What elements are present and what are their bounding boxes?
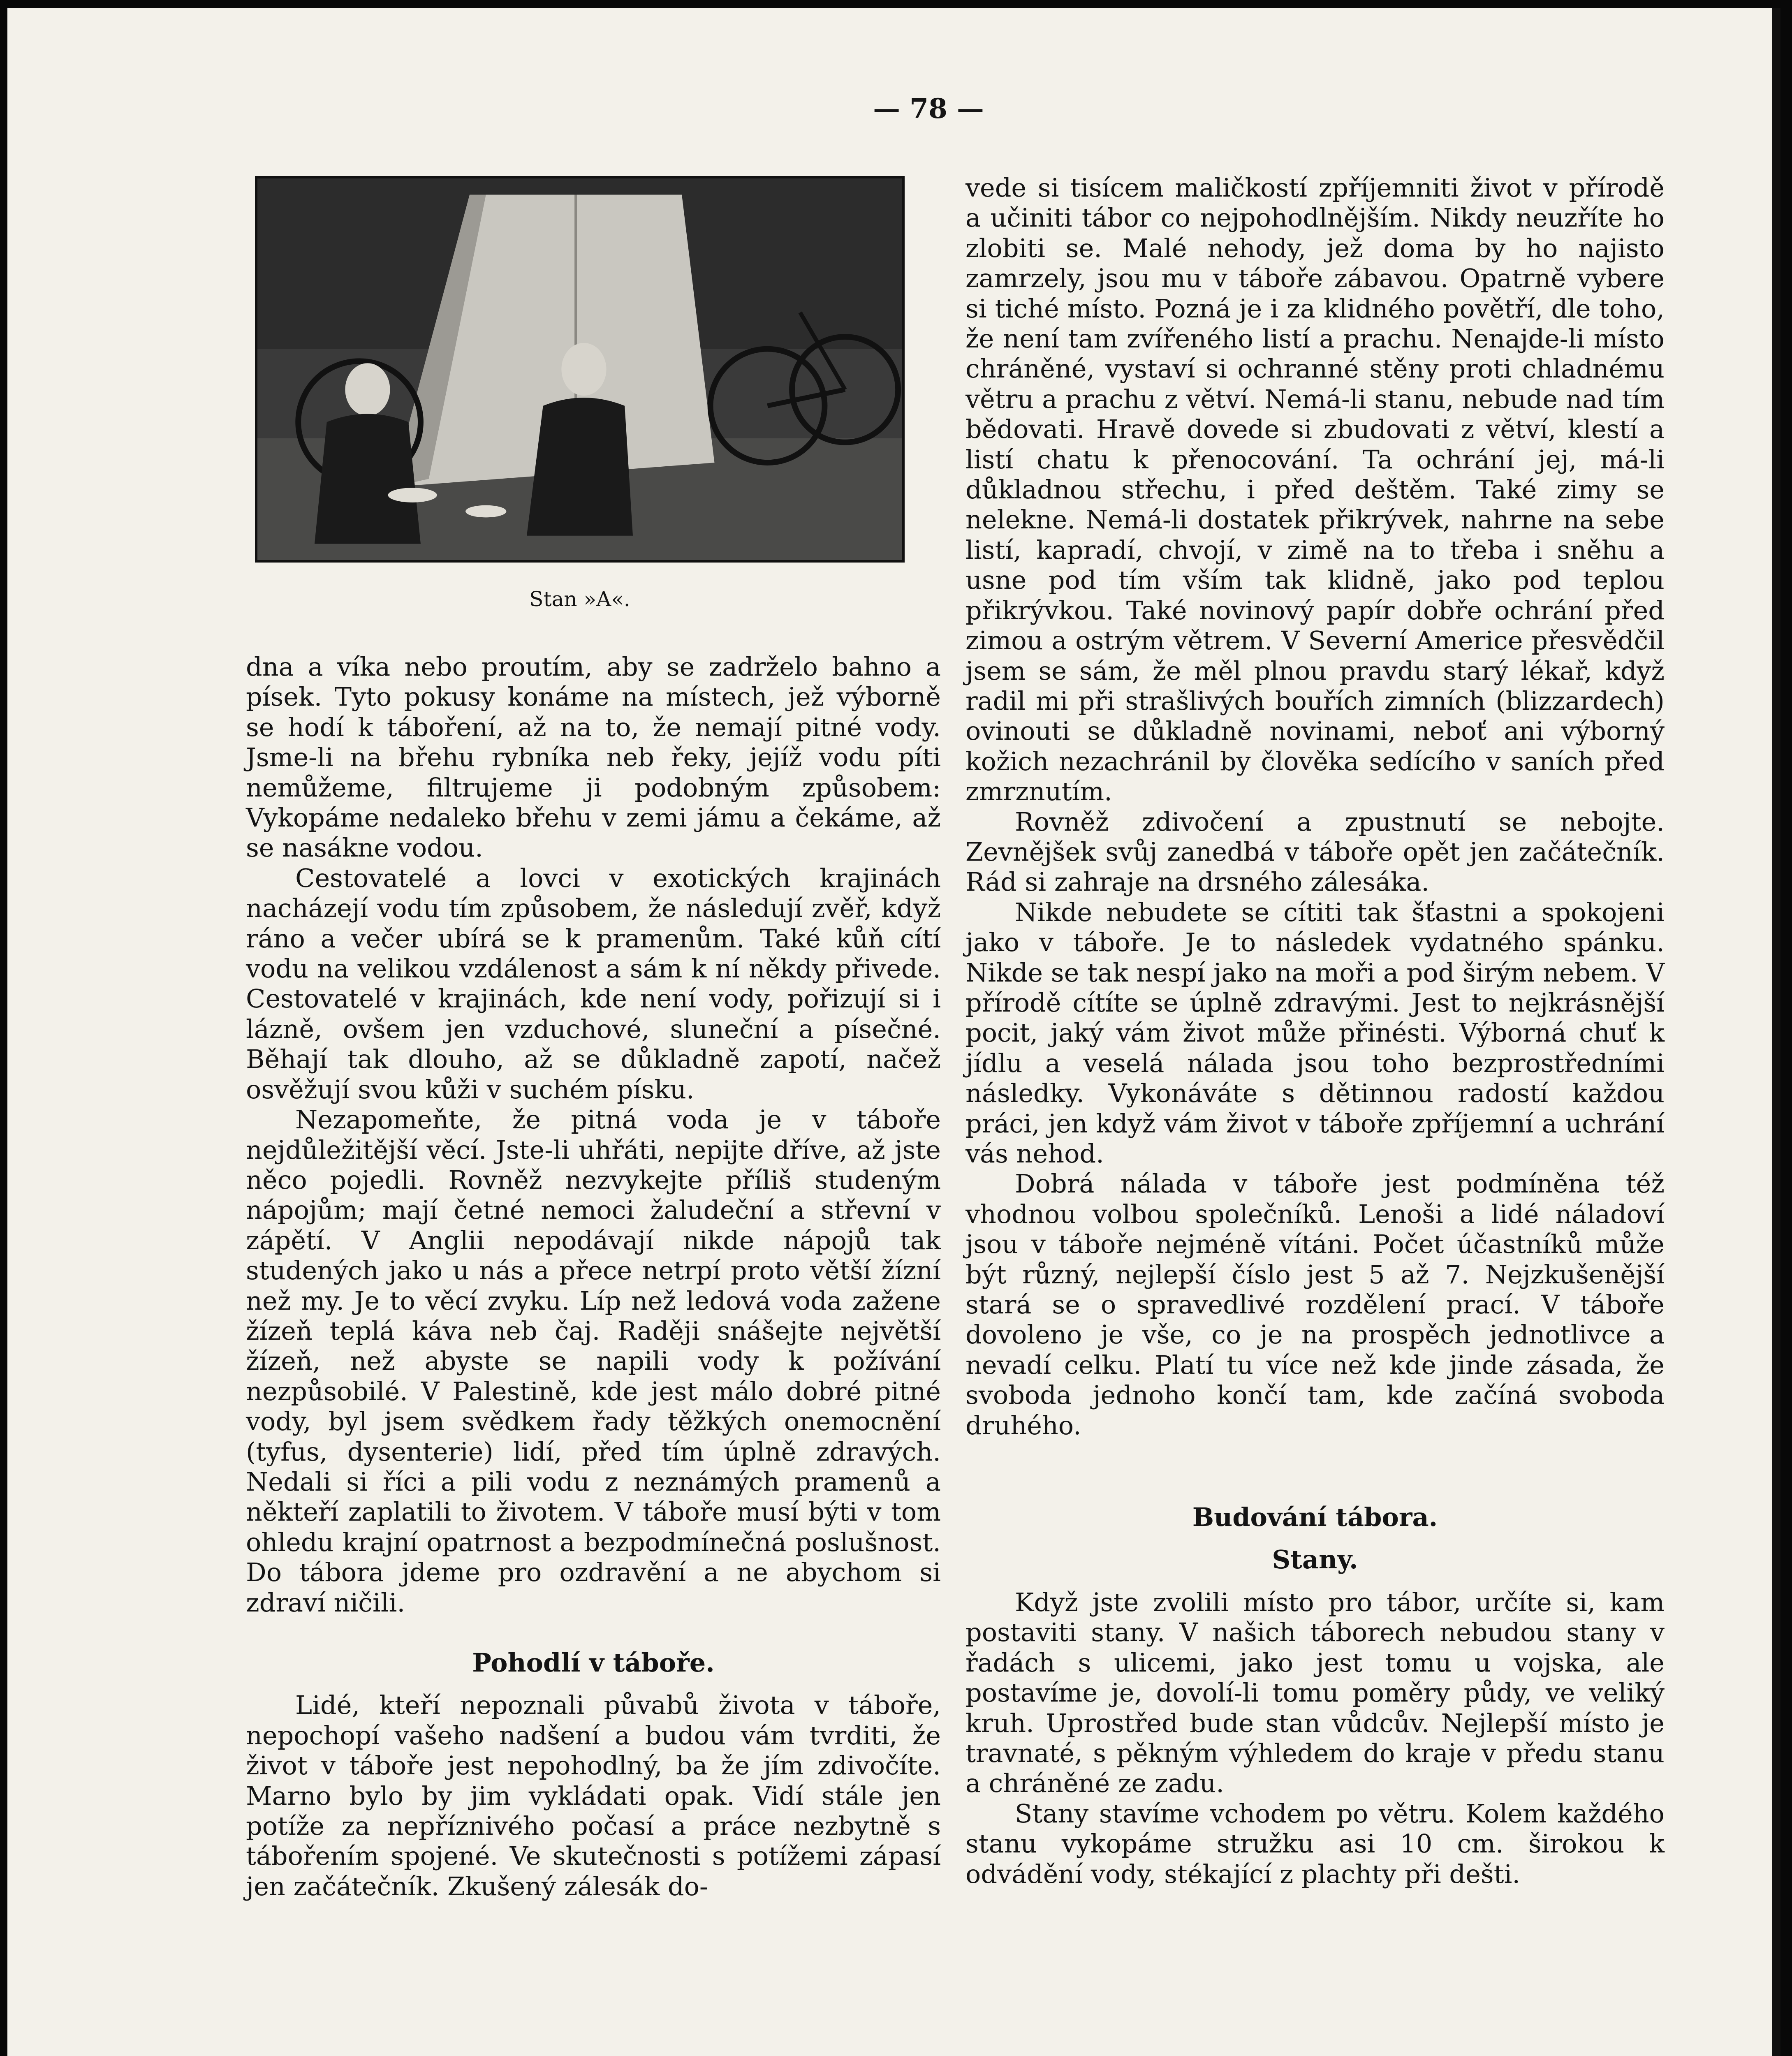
paragraph: dna a víka nebo proutím, aby se zadrželo bahno a písek. Tyto pokusy konáme na místech, jež výborně se hodí k táboření, až na to, že nemají pitné vody. Jsme-li na břehu rybníka neb řeky, jejíž vodu píti nemůžeme, filtrujeme ji podobným způsobem: Vykopáme nedaleko břehu v zemi jámu a čekáme, až se nasákne vodou. (246, 652, 941, 863)
page-number: — 78 — (873, 93, 984, 125)
paragraph: Cestovatelé a lovci v exotických krajinách nacházejí vodu tím způsobem, že následují zvěř, když ráno a večer ubírá se k pramenům. Také kůň cítí vodu na velikou vzdálenost a sám k ní někdy přivede. Cestovatelé v krajinách, kde není vody, pořizují si i lázně, ovšem jen vzduchové, sluneční a písečné. Běhají tak dlouho, až se důkladně zapotí, načež osvěžují svou kůži v suchém písku. (246, 863, 941, 1104)
section-heading: Budování tábora. (1192, 1502, 1438, 1533)
tent-photograph (255, 176, 905, 563)
person-left (315, 414, 421, 544)
paragraph: Lidé, kteří nepoznali půvabů života v táboře, nepochopí vašeho nadšení a budou vám tvrditi, že život v táboře jest nepohodlný, ba že jím zdivočíte. Marno bylo by jim vykládati opak. Vidí stále jen potíže za nepříznivého počasí a práce nezbytně s tábořením spojené. Ve skutečnosti s potížemi zápasí jen začátečník. Zkušený zálesák do- (246, 1690, 941, 1901)
right-column (965, 173, 1665, 1889)
subsection-heading: Stany. (1272, 1544, 1358, 1575)
book-page (7, 8, 1780, 2056)
paragraph: Dobrá nálada v táboře jest podmíněna též vhodnou volbou společníků. Lenoši a lidé náladoví jsou v táboře nejméně vítáni. Počet účastníků může být různý, nejlepší číslo jest 5 až 7. Nejzkušenější stará se o spravedlivé rozdělení prací. V táboře dovoleno je vše, co je na prospěch jednotlivce a nevadí celku. Platí tu více než kde jinde zásada, že svoboda jednoho končí tam, kde začíná svoboda druhého. (965, 1169, 1665, 1440)
person-left-head (345, 363, 390, 416)
paragraph: Rovněž zdivočení a zpustnutí se nebojte. Zevnějšek svůj zanedbá v táboře opět jen začátečník. Rád si zahraje na drsného zálesáka. (965, 806, 1665, 897)
tent-photo-illustration (257, 178, 902, 560)
paragraph: Stany stavíme vchodem po větru. Kolem každého stanu vykopáme stružku asi 10 cm. širokou k odvádění vody, stékající z plachty při dešti. (965, 1798, 1665, 1889)
person-right (527, 398, 633, 536)
left-column (246, 652, 941, 1901)
paragraph: vede si tisícem maličkostí zpříjemniti život v přírodě a učiniti tábor co nejpohodlnějším. Nikdy neuzříte ho zlobiti se. Malé nehody, jež doma by ho najisto zamrzely, jsou mu v táboře zábavou. Opatrně vybere si tiché místo. Pozná je i za klidného povětří, dle toho, že není tam zvířeného listí a prachu. Nenajde-li místo chráněné, vystaví si ochranné stěny proti chladnému větru a prachu z větví. Nemá-li stanu, nebude nad tím bědovati. Hravě dovede si zbudovati z větví, klestí a listí chatu k přenocování. Ta ochrání jej, má-li důkladnou střechu, i před deštěm. Také zimy se nelekne. Nemá-li dostatek přikrývek, nahrne na sebe listí, kapradí, chvojí, v zimě na to třeba i sněhu a usne pod tím vším tak klidně, jako pod teplou přikrývkou. Také novinový papír dobře ochrání před zimou a ostrým větrem. V Severní Americe přesvědčil jsem se sám, že měl plnou pravdu starý lékař, když radil mi při strašlivých bouřích zimních (blizzardech) ovinouti se důkladně novinami, neboť ani výborný kožich nezachránil by člověka sedícího v saních před zmrznutím. (965, 173, 1665, 807)
scan-edge (1772, 8, 1780, 2056)
figure-caption: Stan »A«. (529, 587, 630, 611)
person-right-head (561, 343, 606, 396)
paragraph: Nikde nebudete se cítiti tak šťastni a spokojeni jako v táboře. Je to následek vydatného spánku. Nikde se tak nespí jako na moři a pod širým nebem. V přírodě cítíte se úplně zdravými. Jest to nejkrásnější pocit, jaký vám život může přinésti. Výborná chuť k jídlu a veselá nálada jsou toho bezprostředními následky. Vykonáváte s dětinnou radostí každou práci, jen když vám život v táboře zpříjemní a uchrání vás nehod. (965, 897, 1665, 1169)
section-heading: Pohodlí v táboře. (472, 1648, 715, 1678)
paragraph: Když jste zvolili místo pro tábor, určíte si, kam postaviti stany. V našich táborech nebudou stany v řadách s ulicemi, jako jest tomu u vojska, ale postavíme je, dovolí-li tomu poměry půdy, ve veliký kruh. Uprostřed bude stan vůdcův. Nejlepší místo je travnaté, s pěkným výhledem do kraje v předu stanu a chráněné ze zadu. (965, 1587, 1665, 1799)
paragraph: Nezapomeňte, že pitná voda je v táboře nejdůležitější věcí. Jste-li uhřáti, nepijte dříve, až jste něco pojedli. Rovněž nezvykejte příliš studeným nápojům; mají četné nemoci žaludeční a střevní v zápětí. V Anglii nepodávají nikde nápojů tak studených jako u nás a přece netrpí proto větší žízní než my. Je to věcí zvyku. Líp než ledová voda zažene žízeň teplá káva neb čaj. Raději snášejte největší žízeň, než abyste se napili vody k požívání nezpůsobilé. V Palestině, kde jest málo dobré pitné vody, byl jsem svědkem řady těžkých onemocnění (tyfus, dysenterie) lidí, před tím úplně zdravých. Nedali si říci a pili vodu z neznámých pramenů a někteří zaplatili to životem. V táboře musí býti v tom ohledu krajní opatrnost a bezpodmínečná poslušnost. Do tábora jdeme pro ozdravění a ne abychom si zdraví ničili. (246, 1104, 941, 1618)
